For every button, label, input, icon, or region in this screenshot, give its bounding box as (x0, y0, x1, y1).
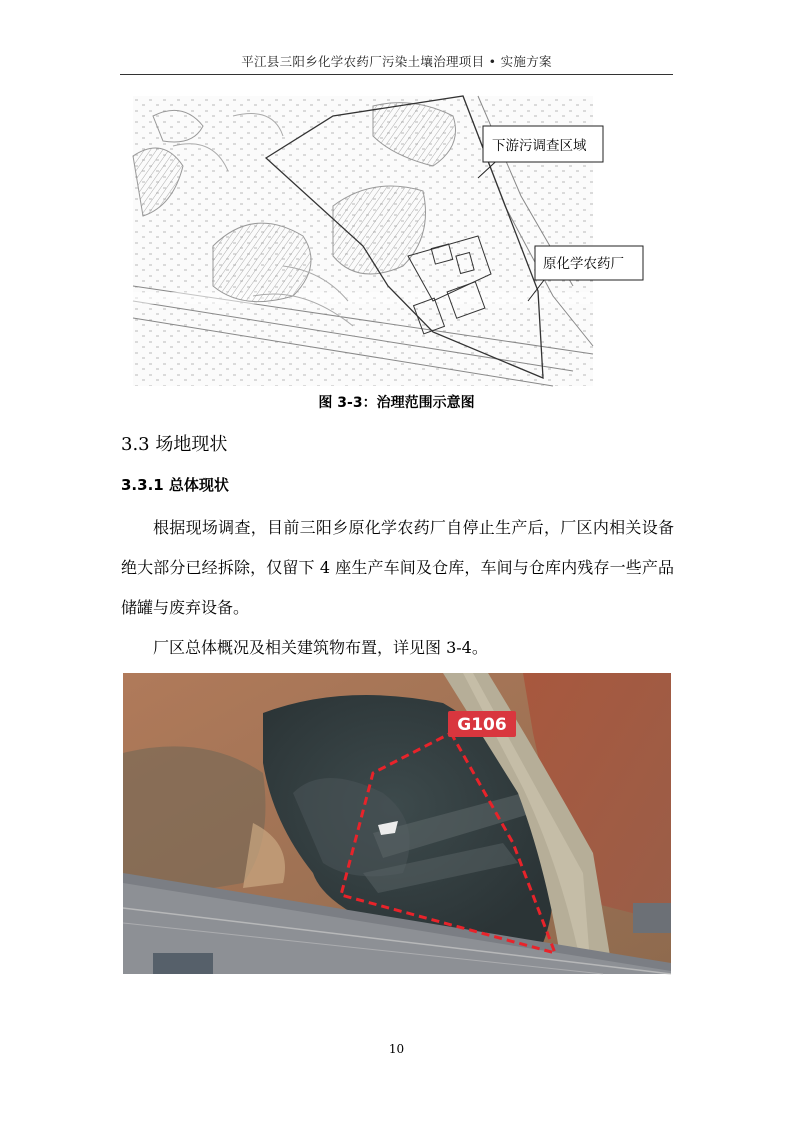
paragraph-2: 厂区总体概况及相关建筑物布置，详见图 3-4。 (153, 638, 488, 657)
road-label: G106 (457, 715, 507, 735)
page-header: 平江县三阳乡化学农药厂污染土壤治理项目 • 实施方案 (241, 54, 552, 69)
section-heading: 3.3 场地现状 (121, 434, 228, 455)
label-downstream: 下游污调查区域 (492, 138, 587, 154)
header-rule (120, 74, 673, 75)
paragraph-1: 根据现场调查，目前三阳乡原化学农药厂自停止生产后，厂区内相关设备绝大部分已经拆除，仅留下 4 座生产车间及仓库，车间与仓库内残存一些产品储罐与废弃设备。 (121, 518, 674, 617)
site-map-figure (133, 96, 624, 386)
page-number: 10 (388, 1042, 405, 1056)
subsection-heading: 3.3.1 总体现状 (121, 476, 229, 494)
figure-caption: 图 3-3：治理范围示意图 (318, 395, 475, 411)
aerial-photo-figure (123, 673, 671, 974)
label-factory: 原化学农药厂 (543, 256, 624, 272)
